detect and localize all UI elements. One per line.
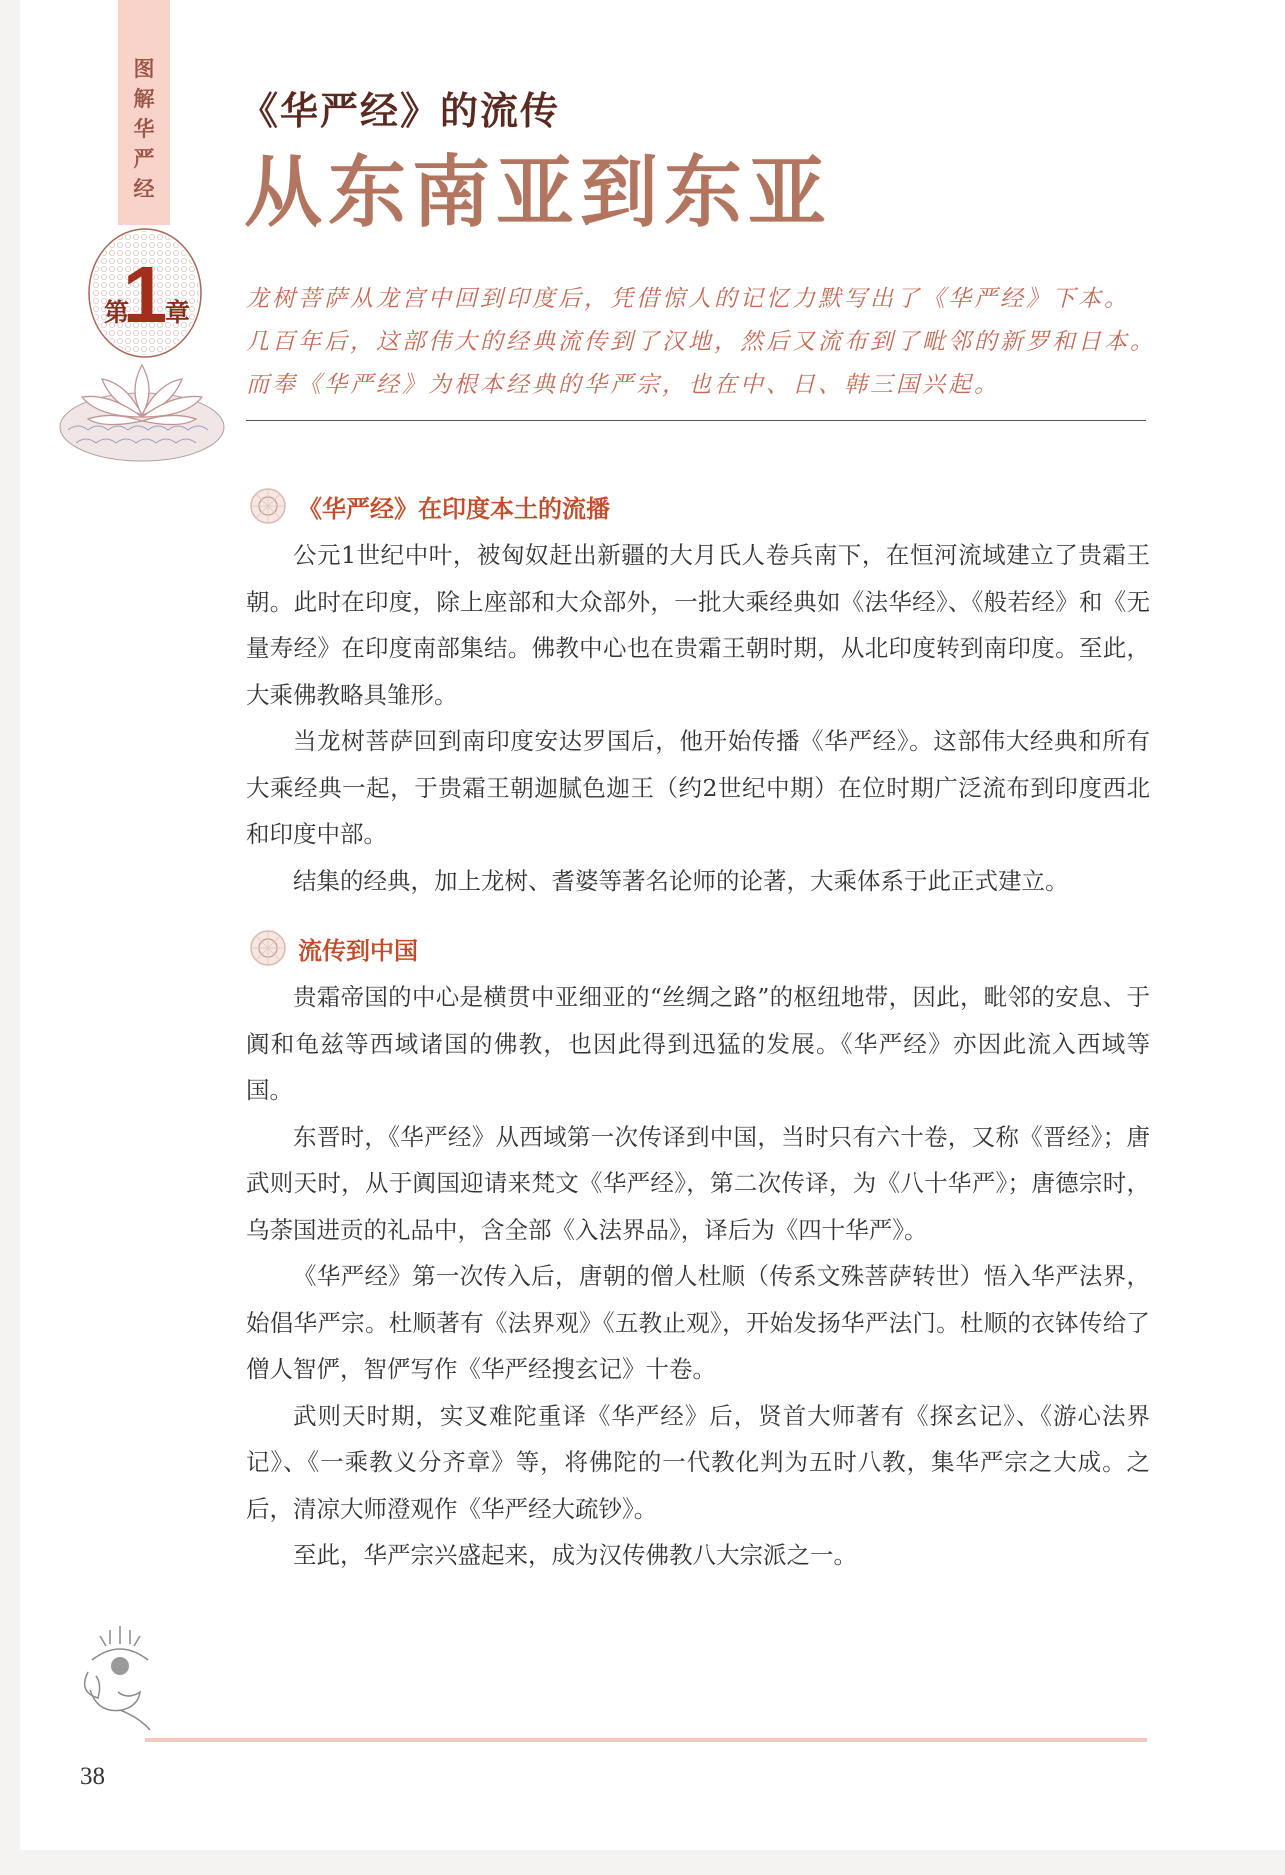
intro-line: 几百年后，这部伟大的经典流传到了汉地，然后又流布到了毗邻的新罗和日本。 bbox=[246, 329, 1156, 355]
dharma-wheel-icon bbox=[246, 928, 290, 968]
paragraph: 当龙树菩萨回到南印度安达罗国后，他开始传播《华严经》。这部伟大经典和所有大乘经典一起，于贵霜王朝迦腻色迦王（约2世纪中期）在位时期广泛流布到印度西北和印度中部。 bbox=[246, 727, 1150, 848]
footer-rule bbox=[145, 1738, 1147, 1742]
lotus-icon bbox=[58, 355, 226, 465]
paragraph: 东晋时，《华严经》从西域第一次传译到中国，当时只有六十卷，又称《晋经》；唐武则天时，从于阗国迎请来梵文《华严经》，第二次传译，为《八十华严》；唐德宗时，乌荼国进贡的礼品中，含全部《入法界品》，译后为《四十华严》。 bbox=[246, 1122, 1150, 1244]
intro-text bbox=[246, 278, 1156, 407]
page-number: 38 bbox=[80, 1763, 105, 1790]
paragraph: 《华严经》第一次传入后，唐朝的僧人杜顺（传系文殊菩萨转世）悟入华严法界，始倡华严宗。杜顺著有《法界观》《五教止观》，开始发扬华严法门。杜顺的衣钵传给了僧人智俨，智俨写作《华严经搜玄记》十卷。 bbox=[246, 1262, 1150, 1383]
book-title-vertical: 图 解 华 严 经 bbox=[133, 57, 155, 201]
paragraph: 武则天时期，实叉难陀重译《华严经》后，贤首大师著有《探玄记》、《游心法界记》、《一乘教义分齐章》等，将佛陀的一代教化判为五时八教，集华严宗之大成。之后，清凉大师澄观作《华严经大疏钞》。 bbox=[246, 1401, 1150, 1523]
section-body bbox=[246, 532, 1150, 904]
section-body bbox=[246, 974, 1150, 1579]
cloud-ornament-icon bbox=[70, 1620, 170, 1738]
paragraph: 贵霜帝国的中心是横贯中亚细亚的“丝绸之路”的枢纽地带，因此，毗邻的安息、于阗和龟兹等西域诸国的佛教，也因此得到迅猛的发展。《华严经》亦因此流入西域等国。 bbox=[246, 983, 1150, 1104]
paragraph: 结集的经典，加上龙树、耆婆等著名论师的论著，大乘体系于此正式建立。 bbox=[293, 866, 1069, 895]
dharma-wheel-icon bbox=[246, 486, 290, 526]
page-subtitle: 《华严经》的流传 bbox=[240, 88, 561, 133]
divider bbox=[246, 420, 1146, 421]
paragraph: 至此，华严宗兴盛起来，成为汉传佛教八大宗派之一。 bbox=[293, 1541, 857, 1569]
paragraph: 公元1世纪中叶，被匈奴赶出新疆的大月氏人卷兵南下，在恒河流域建立了贵霜王朝。此时在印度，除上座部和大众部外，一批大乘经典如《法华经》、《般若经》和《无量寿经》在印度南部集结。佛教中心也在贵霜王朝时期，从北印度转到南印度。至此，大乘佛教略具雏形。 bbox=[246, 541, 1150, 709]
page-title: 从东南亚到东亚 bbox=[244, 147, 833, 238]
intro-line: 龙树菩萨从龙宫中回到印度后，凭借惊人的记忆力默写出了《华严经》下本。 bbox=[246, 286, 1130, 312]
chapter-number: 第 1 章 bbox=[104, 250, 190, 339]
intro-line: 而奉《华严经》为根本经典的华严宗，也在中、日、韩三国兴起。 bbox=[246, 372, 1000, 398]
